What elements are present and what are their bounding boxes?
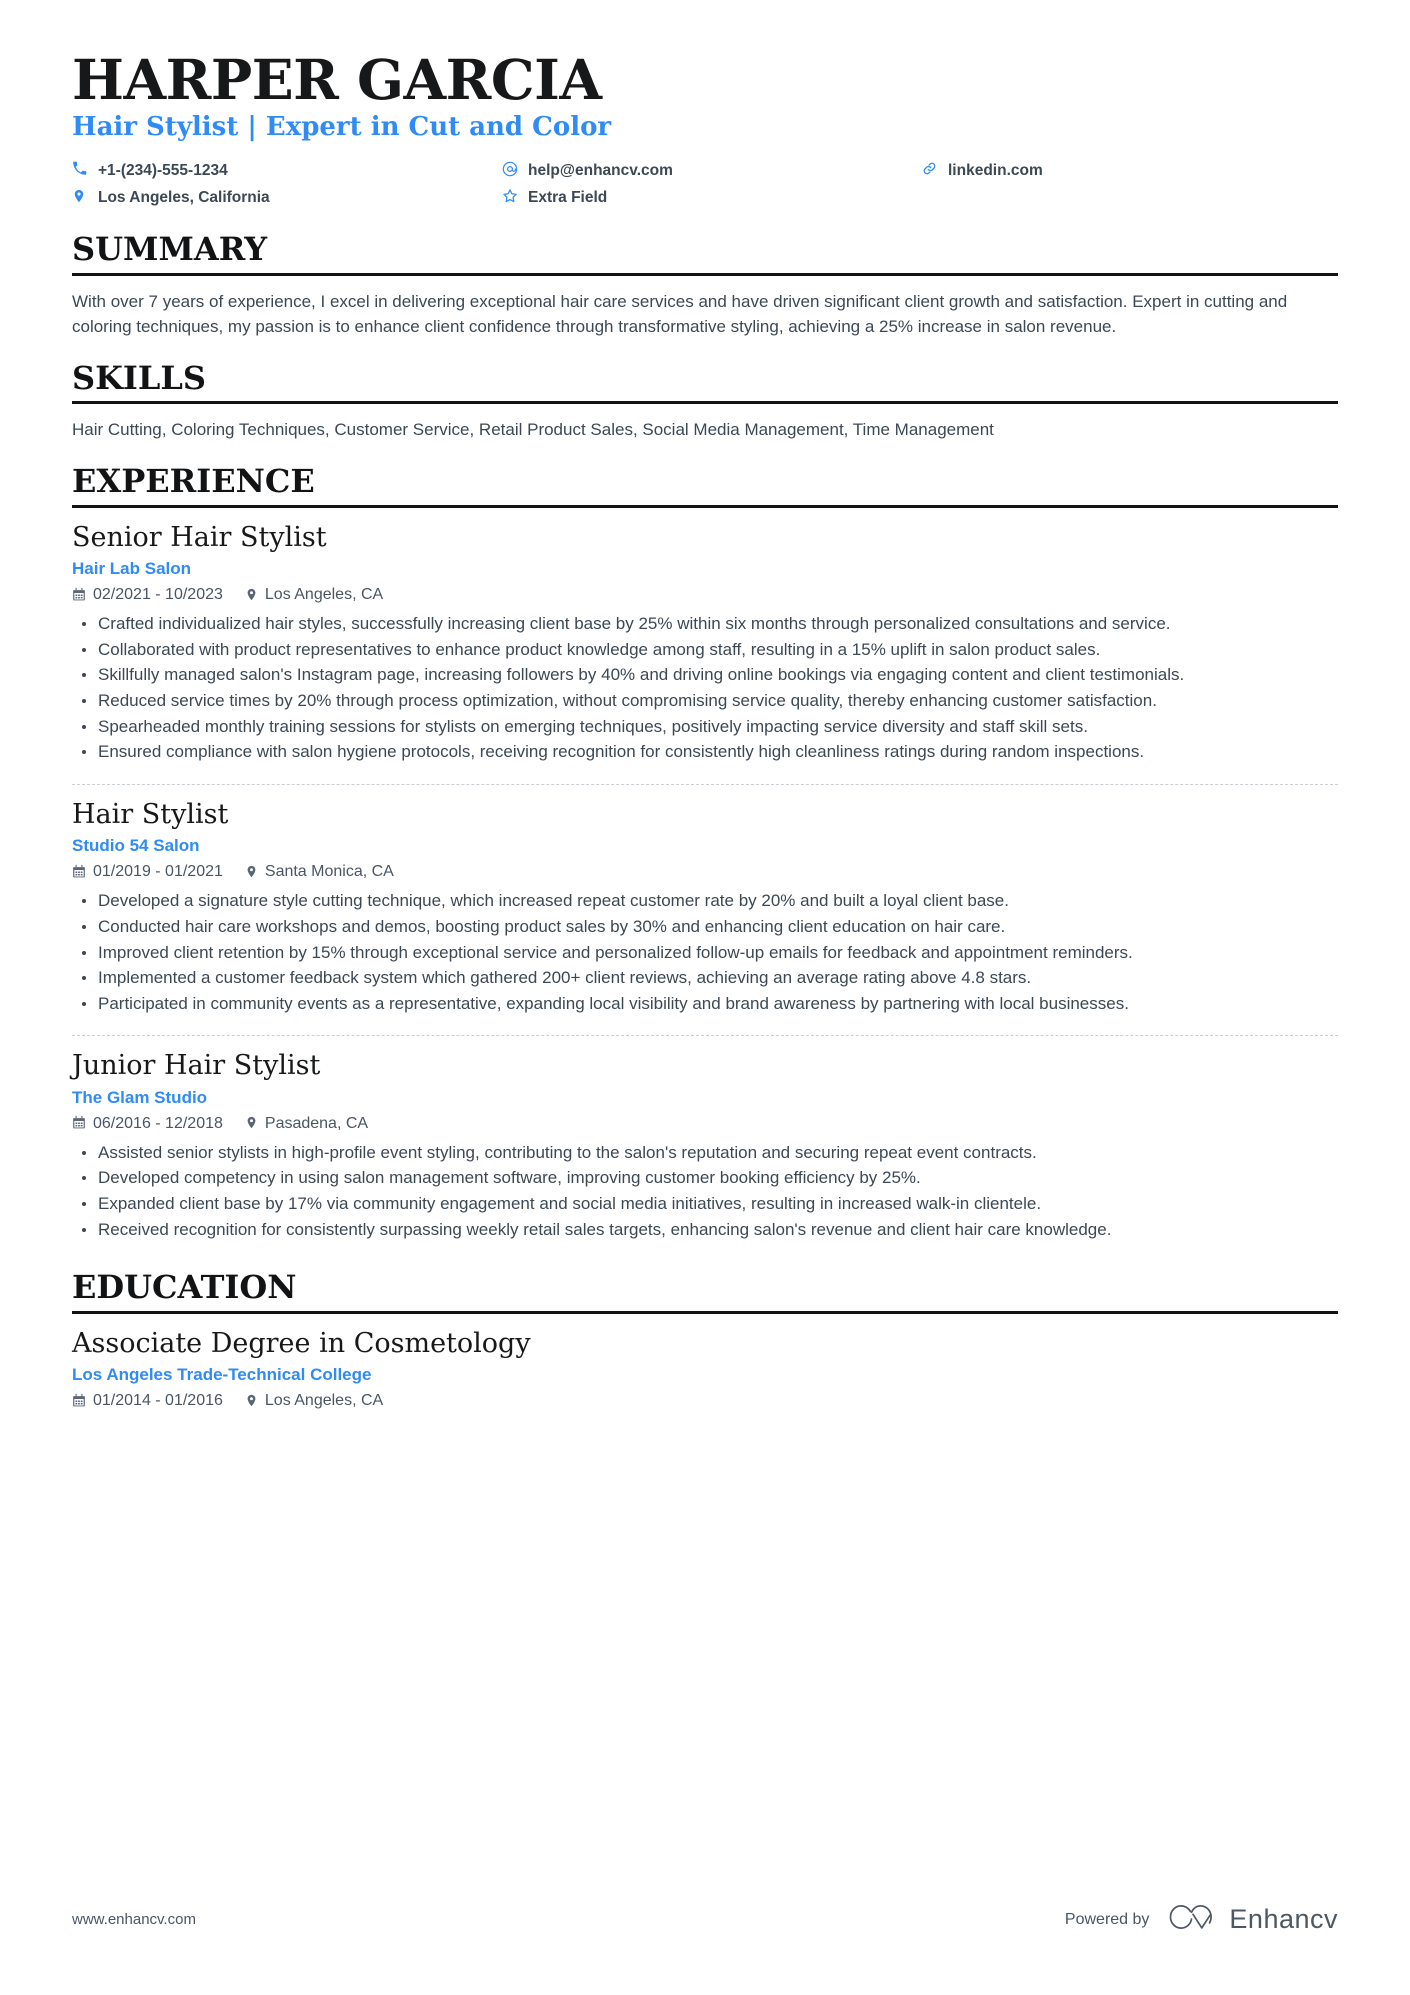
list-item: Developed competency in using salon management software, improving customer booking efficiency by 25%. (72, 1166, 1338, 1191)
section-experience (72, 462, 1338, 1249)
entry-meta (72, 1115, 1338, 1133)
powered-by-label: Powered by (1064, 1910, 1150, 1928)
contact-phone[interactable] (72, 157, 502, 184)
section-title-summary: SUMMARY (72, 230, 268, 269)
entry-dates (72, 863, 223, 881)
entry-title: Junior Hair Stylist (72, 1050, 321, 1082)
entry-location-label: Los Angeles, CA (264, 1392, 384, 1410)
section-title-education: EDUCATION (72, 1268, 297, 1307)
list-item: Skillfully managed salon's Instagram page, increasing followers by 40% and driving online bookings via engaging content and client testimonials. (72, 663, 1338, 688)
list-item: Ensured compliance with salon hygiene protocols, receiving recognition for consistently high cleanliness ratings during random inspections. (72, 740, 1338, 765)
contact-email-label: help@enhancv.com (528, 161, 673, 179)
entry-organization[interactable]: Hair Lab Salon (72, 559, 192, 578)
entry-dates-label: 06/2016 - 12/2018 (93, 1114, 223, 1132)
contact-location[interactable] (72, 184, 502, 211)
location-icon (245, 1115, 258, 1130)
footer-brand (1065, 1902, 1338, 1937)
list-item: Received recognition for consistently surpassing weekly retail sales targets, enhancing salon's revenue and client hair care knowledge. (72, 1218, 1338, 1243)
contact-phone-label: +1-(234)-555-1234 (98, 161, 228, 179)
star-icon (502, 188, 522, 204)
entry-location-label: Los Angeles, CA (264, 586, 384, 603)
list-item: Assisted senior stylists in high-profile event styling, contributing to the salon's reputation and securing repeat event contracts. (72, 1141, 1338, 1166)
list-item: Developed a signature style cutting technique, which increased repeat customer rate by 20% and built a loyal client base. (72, 889, 1338, 914)
summary-text: With over 7 years of experience, I excel in delivering exceptional hair care services and have driven significant client growth and satisfaction. Expert in cutting and coloring techniques, my passion is to enhance client confidence through transformative styling, achieving a 25% increase in salon revenue. (72, 291, 1288, 336)
location-icon (245, 587, 258, 602)
section-summary (72, 230, 1338, 339)
calendar-icon (72, 864, 86, 879)
entry-dates-label: 02/2021 - 10/2023 (93, 586, 223, 603)
contact-linkedin[interactable] (922, 157, 1082, 184)
entry-dates-label: 01/2014 - 01/2016 (93, 1392, 223, 1410)
enhancv-brand-name: Enhancv (1229, 1904, 1338, 1934)
entry (72, 1328, 1338, 1424)
location-icon (245, 864, 258, 879)
calendar-icon (72, 587, 86, 602)
entry-location-label: Pasadena, CA (264, 1114, 369, 1132)
section-divider (72, 1311, 1338, 1314)
email-icon (502, 161, 522, 177)
entry-location (245, 863, 394, 881)
entry-title: Associate Degree in Cosmetology (72, 1327, 531, 1359)
entry-meta (72, 863, 1338, 881)
section-divider (72, 273, 1338, 276)
entry-title: Senior Hair Stylist (72, 521, 327, 553)
page-title: HARPER GARCIA (72, 47, 602, 112)
experience-list (72, 522, 1338, 1250)
list-item: Crafted individualized hair styles, successfully increasing client base by 25% within six months through personalized consultations and service. (72, 612, 1338, 637)
list-item: Reduced service times by 20% through process optimization, without compromising service quality, thereby enhancing customer satisfaction. (72, 689, 1338, 714)
list-item: Expanded client base by 17% via community engagement and social media initiatives, resulting in increased walk-in clientele. (72, 1192, 1338, 1217)
entry-location (245, 1115, 368, 1133)
footer-url[interactable]: www.enhancv.com (72, 1911, 196, 1928)
entry-bullet-list (72, 1141, 1338, 1243)
entry-dates (72, 586, 223, 604)
entry (72, 1035, 1338, 1249)
entry-title: Hair Stylist (72, 798, 229, 830)
link-icon (922, 161, 942, 176)
list-item: Collaborated with product representatives to enhance product knowledge among staff, resulting in a 15% uplift in salon product sales. (72, 638, 1338, 663)
entry-location-label: Santa Monica, CA (264, 863, 394, 881)
resume-header (72, 47, 1338, 211)
section-skills (72, 358, 1338, 443)
calendar-icon (72, 1115, 86, 1130)
list-item: Implemented a customer feedback system which gathered 200+ client reviews, achieving an average rating above 4.8 stars. (72, 966, 1338, 991)
contact-email[interactable] (502, 157, 922, 184)
section-title-skills: SKILLS (72, 358, 206, 397)
section-education (72, 1268, 1338, 1424)
section-divider (72, 401, 1338, 404)
contact-extra-field-label: Extra Field (528, 189, 608, 207)
page-footer (72, 1902, 1338, 1937)
entry-organization[interactable]: The Glam Studio (72, 1087, 208, 1107)
headline-subtitle: Hair Stylist | Expert in Cut and Color (72, 112, 612, 142)
calendar-icon (72, 1393, 86, 1408)
section-title-experience: EXPERIENCE (72, 462, 315, 501)
list-item: Conducted hair care workshops and demos, boosting product sales by 30% and enhancing client education on hair care. (72, 915, 1338, 940)
skills-text: Hair Cutting, Coloring Techniques, Customer Service, Retail Product Sales, Social Media Management, Time Management (72, 420, 994, 440)
entry-location (245, 1392, 383, 1410)
location-icon (72, 188, 92, 204)
entry-meta (72, 1392, 1338, 1410)
entry (72, 784, 1338, 1024)
entry-bullet-list (72, 612, 1338, 765)
section-divider (72, 505, 1338, 508)
contact-linkedin-label: linkedin.com (948, 161, 1043, 179)
entry-dates (72, 1392, 223, 1410)
entry (72, 522, 1338, 772)
education-list (72, 1328, 1338, 1424)
location-icon (245, 1393, 258, 1408)
entry-organization[interactable]: Los Angeles Trade-Technical College (72, 1365, 372, 1385)
entry-dates (72, 1115, 223, 1133)
entry-location (245, 586, 383, 604)
contact-grid (72, 157, 1082, 212)
list-item: Spearheaded monthly training sessions for stylists on emerging techniques, positively impacting service diversity and staff skill sets. (72, 715, 1338, 740)
entry-meta (72, 586, 1338, 604)
contact-extra-field[interactable] (502, 184, 922, 211)
list-item: Improved client retention by 15% through exceptional service and personalized follow-up emails for feedback and appointment reminders. (72, 941, 1338, 966)
phone-icon (72, 161, 92, 176)
entry-organization[interactable]: Studio 54 Salon (72, 836, 200, 856)
entry-bullet-list (72, 889, 1338, 1016)
contact-location-label: Los Angeles, California (98, 189, 270, 207)
list-item: Participated in community events as a representative, expanding local visibility and brand awareness by partnering with local businesses. (72, 992, 1338, 1017)
entry-dates-label: 01/2019 - 01/2021 (93, 863, 223, 881)
enhancv-logo-icon (1167, 1902, 1219, 1937)
